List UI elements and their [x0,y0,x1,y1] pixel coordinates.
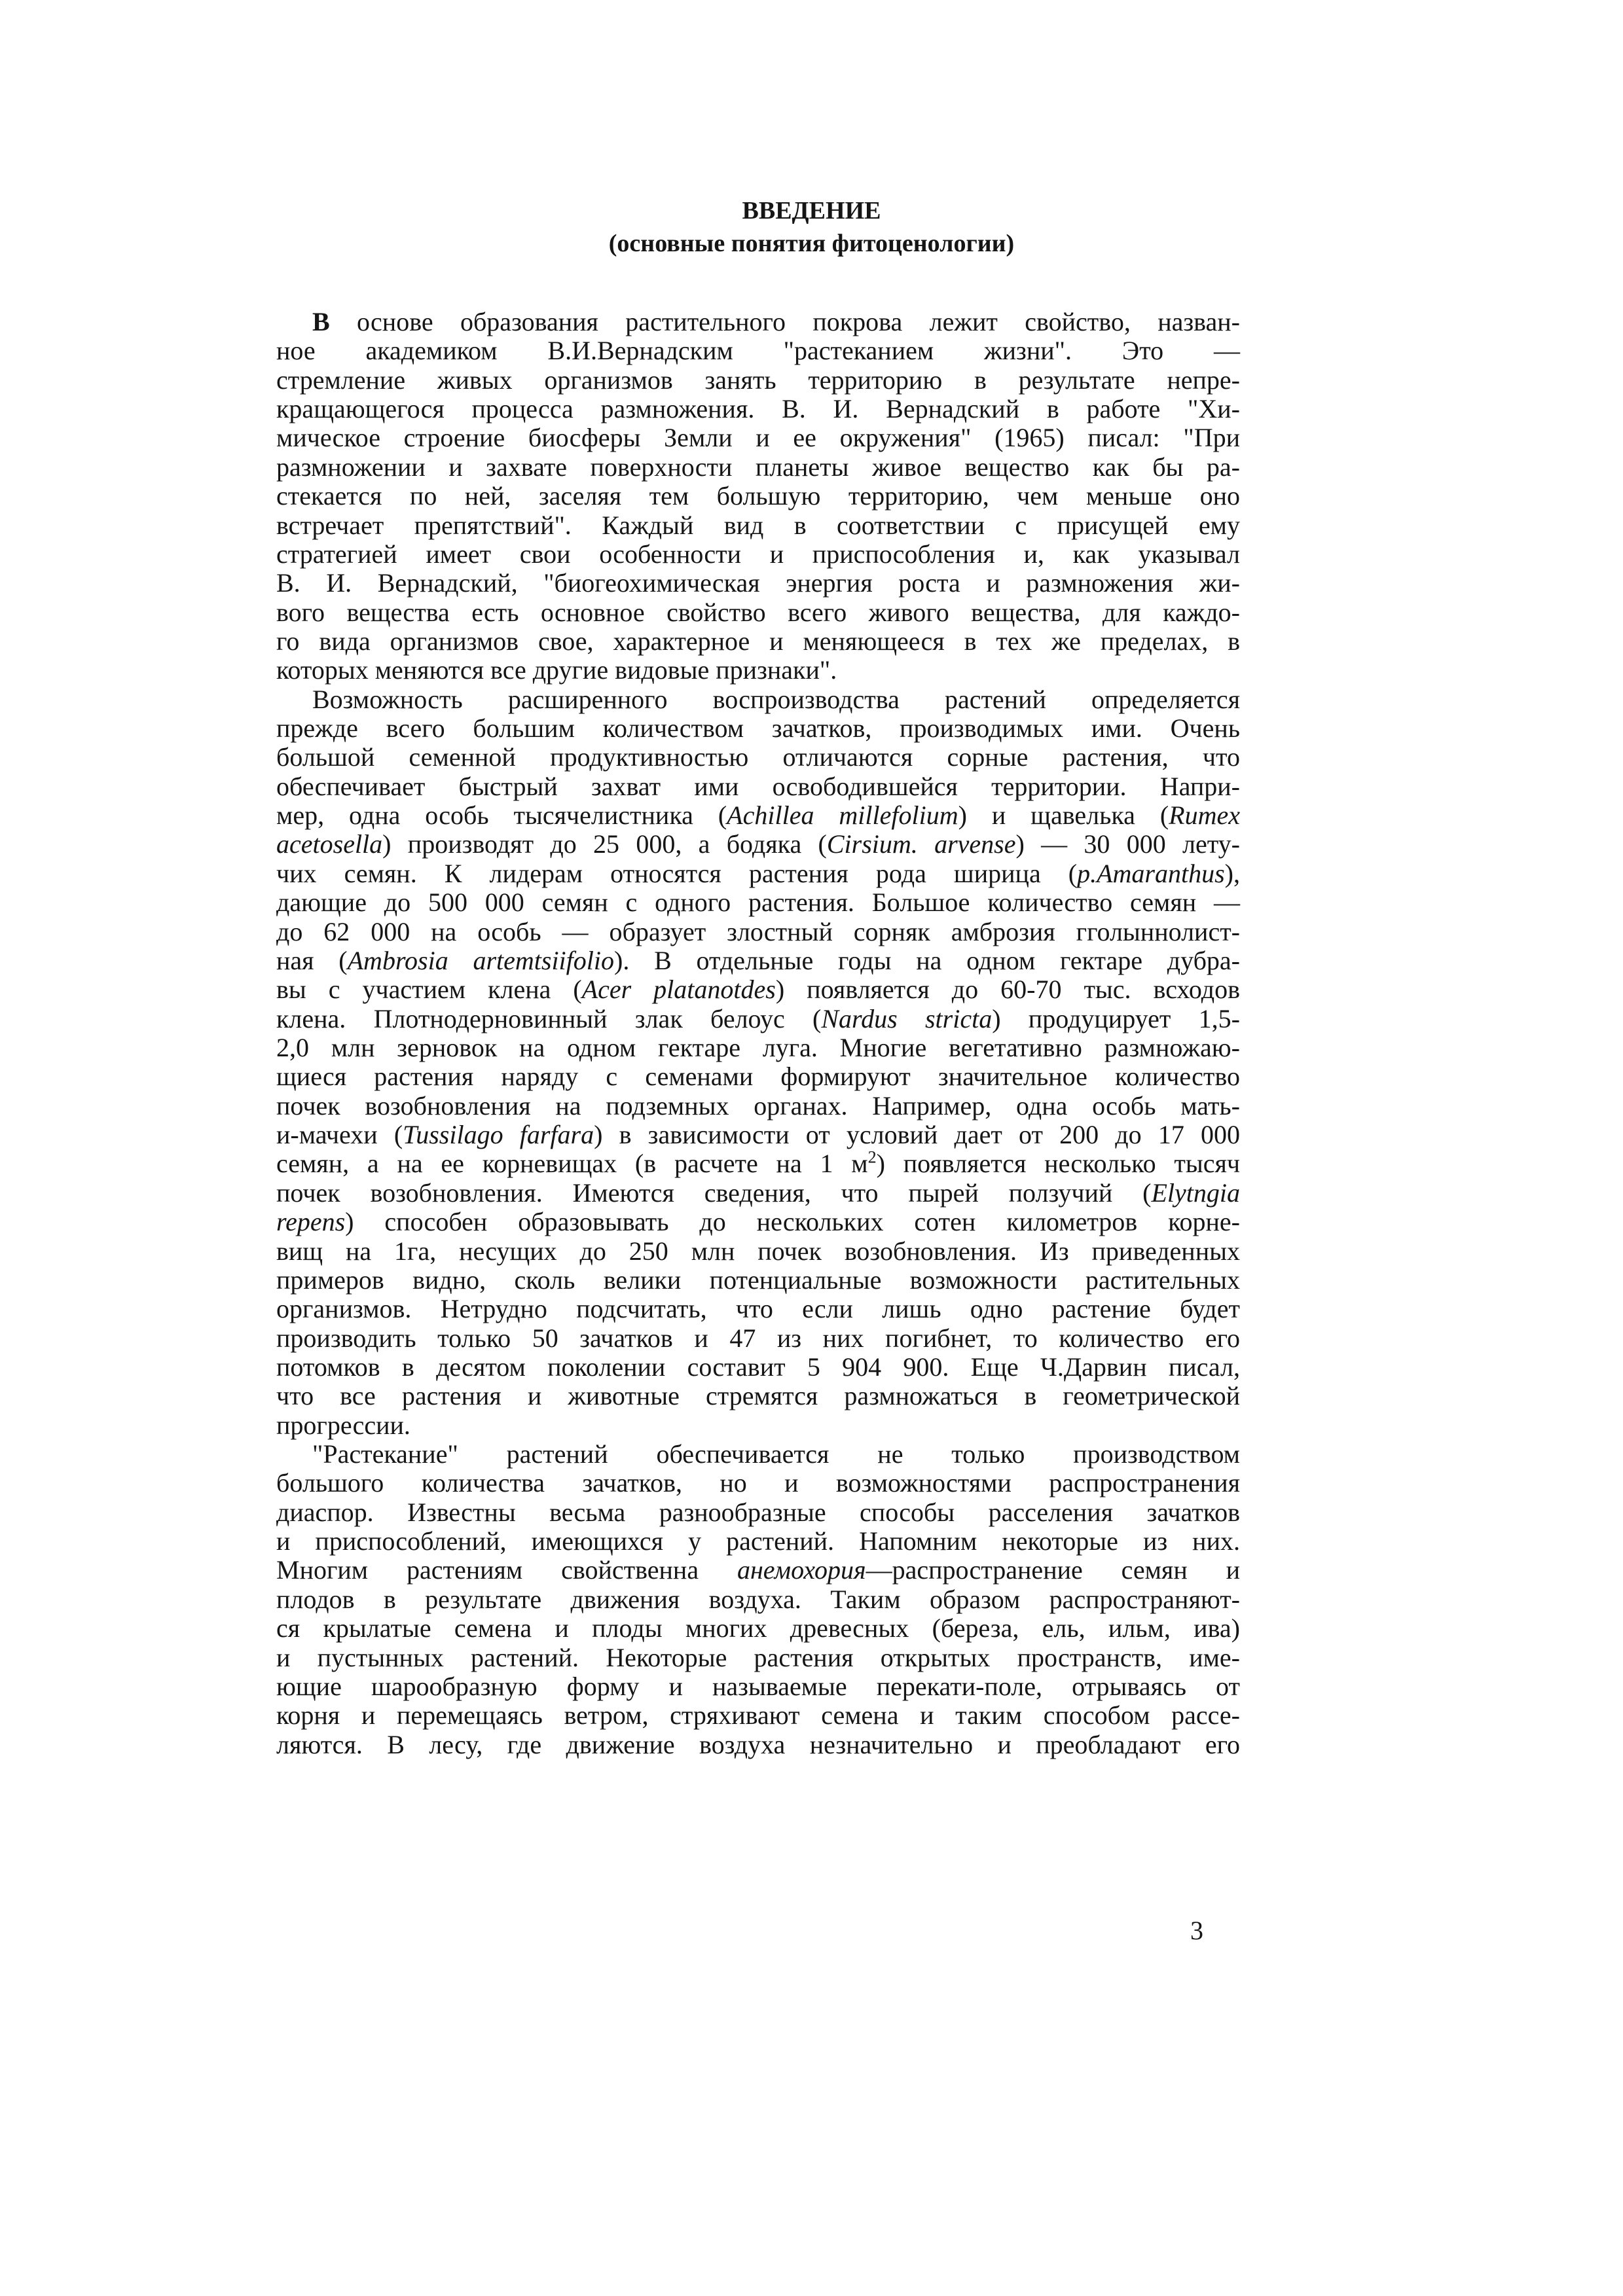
text-line: чих семян. К лидерам относятся растения рода ширица (p.Amaranthus), [276,859,1240,888]
text-line: стремление живых организмов занять территорию в результате непре- [276,365,1240,395]
text-line: repens) способен образовывать до нескольких сотен километров корне- [276,1207,1240,1236]
text-line: большого количества зачатков, но и возможностями распространения [276,1468,1240,1498]
text-line: почек возобновления на подземных органах. Например, одна особь мать- [276,1091,1240,1121]
text-line: 2,0 млн зерновок на одном гектаре луга. Многие вегетативно размножаю- [276,1033,1240,1062]
text-line: вы с участием клена (Acer platanotdes) появляется до 60-70 тыс. всходов [276,975,1240,1004]
text-line: "Растекание" растений обеспечивается не только производством [312,1439,1240,1469]
text-line: примеров видно, сколь велики потенциальные возможности растительных [276,1265,1240,1295]
text-line: плодов в результате движения воздуха. Таким образом распространяют- [276,1585,1240,1614]
text-line: и-мачехи (Tussilago farfara) в зависимости от условий дает от 200 до 17 000 [276,1120,1240,1149]
text-line: большой семенной продуктивностью отличаются сорные растения, что [276,742,1240,772]
heading-subtitle: (основные понятия фитоценологии) [608,230,1015,257]
text-line: acetosella) производят до 25 000, а бодяка (Cirsium. arvense) — 30 000 лету- [276,829,1240,859]
text-line: которых меняются все другие видовые признаки". [276,655,837,685]
page-number: 3 [1190,1916,1203,1945]
text-line: встречает препятствий". Каждый вид в соответствии с присущей ему [276,511,1240,540]
text-line: В. И. Вернадский, "биогеохимическая энергия роста и размножения жи- [276,568,1240,598]
text-line: ная (Ambrosia artemtsiifolio). В отдельные годы на одном гектаре дубра- [276,946,1240,975]
text-line: организмов. Нетрудно подсчитать, что если лишь одно растение будет [276,1294,1240,1323]
text-line: мическое строение биосферы Земли и ее окружения" (1965) писал: "При [276,423,1240,452]
text-line: щиеся растения наряду с семенами формируют значительное количество [276,1062,1240,1091]
text-line: ляются. В лесу, где движение воздуха незначительно и преобладают его [276,1730,1240,1759]
heading-title: ВВЕДЕНИЕ [742,197,881,224]
text-line: ное академиком В.И.Вернадским "растеканием жизни". Это — [276,336,1240,365]
text-line: что все растения и животные стремятся размножаться в геометрической [276,1381,1240,1410]
text-line: вищ на 1га, несущих до 250 млн почек возобновления. Из приведенных [276,1236,1240,1266]
text-line: семян, а на ее корневищах (в расчете на 1 $м^2$) появляется несколько тысяч [276,1147,1240,1178]
text-line: и пустынных растений. Некоторые растения открытых пространств, име- [276,1643,1240,1672]
text-line: ющие шарообразную форму и называемые перекати-поле, отрываясь от [276,1672,1240,1701]
text-line: В основе образования растительного покрова лежит свойство, назван- [312,307,1240,336]
text-line: до 62 000 на особь — образует злостный сорняк амброзия гголыннолист- [276,917,1240,946]
text-line: размножении и захвате поверхности планеты живое вещество как бы ра- [276,452,1240,482]
text-line: потомков в десятом поколении составит 5 904 900. Еще Ч.Дарвин писал, [276,1352,1240,1382]
text-line: корня и перемещаясь ветром, стряхивают семена и таким способом рассе- [276,1700,1240,1730]
text-line: кращающегося процесса размножения. В. И. Вернадский в работе "Хи- [276,394,1240,423]
text-line: почек возобновления. Имеются сведения, что пырей ползучий (Elytngia [276,1178,1240,1208]
text-line: го вида организмов свое, характерное и меняющееся в тех же пределах, в [276,626,1240,656]
text-line: стекается по ней, заселяя тем большую территорию, чем меньше оно [276,481,1240,511]
text-line: прежде всего большим количеством зачатков, производимых ими. Очень [276,713,1240,743]
text-line: мер, одна особь тысячелистника (Achillea millefolium) и щавелька (Rumex [276,800,1240,830]
text-line: вого вещества есть основное свойство всего живого вещества, для каждо- [276,598,1240,627]
text-line: обеспечивает быстрый захват ими освободившейся территории. Напри- [276,772,1240,801]
text-line: ся крылатые семена и плоды многих древесных (береза, ель, ильм, ива) [276,1613,1240,1643]
text-line: диаспор. Известны весьма разнообразные способы расселения зачатков [276,1498,1240,1527]
text-line: Возможность расширенного воспроизводства растений определяется [312,685,1240,714]
text-line: клена. Плотнодерновинный злак белоус (Nardus stricta) продуцирует 1,5- [276,1004,1240,1033]
text-line: стратегией имеет свои особенности и приспособления и, как указывал [276,539,1240,569]
text-line: дающие до 500 000 семян с одного растения. Большое количество семян — [276,888,1240,917]
text-line: и приспособлений, имеющихся у растений. Напомним некоторые из них. [276,1526,1240,1556]
text-line: Многим растениям свойственна анемохория—распространение семян и [276,1555,1241,1585]
text-line: производить только 50 зачатков и 47 из них погибнет, то количество его [276,1323,1240,1353]
text-line: прогрессии. [276,1410,410,1440]
